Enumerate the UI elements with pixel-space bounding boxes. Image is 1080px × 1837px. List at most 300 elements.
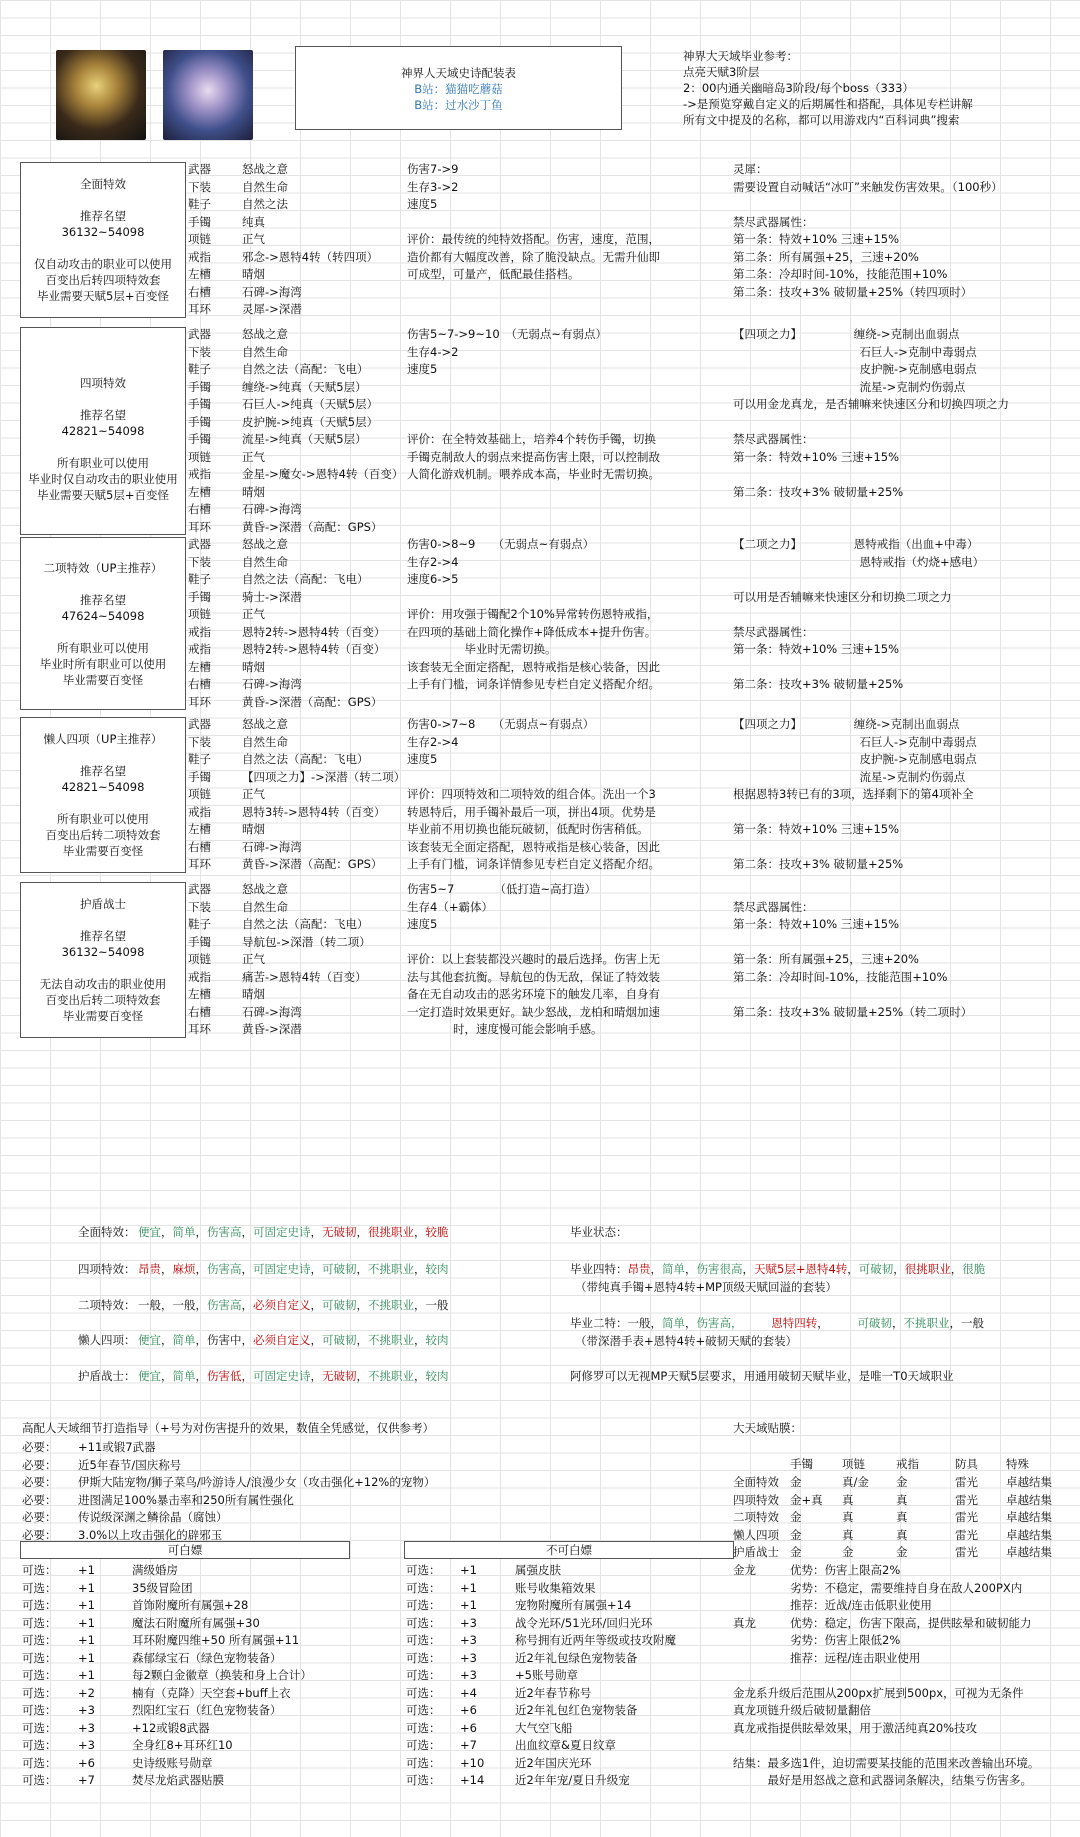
- opt-item: 森郁绿宝石（绿色宠物装备）: [132, 1650, 282, 1665]
- summary-tag: 必须自定义: [253, 1298, 311, 1312]
- info-line: 所有文中提及的名称，都可以用游戏内“百科词典”搜索: [683, 113, 960, 127]
- set-summary-line: 全面特效: [80, 176, 126, 191]
- opt-label: 可选：: [22, 1703, 57, 1717]
- opt-label: 可选：: [406, 1755, 441, 1770]
- opt-value: +1: [460, 1563, 477, 1577]
- set-summary-box: [20, 717, 186, 873]
- info-line: 2：00内通关幽暗岛3阶段/每个boss（333）: [683, 81, 914, 95]
- slot-label: 右槽: [188, 284, 211, 299]
- slot-label: 左槽: [188, 267, 211, 281]
- slot-label: 右槽: [188, 502, 211, 516]
- slot-label: 手镯: [188, 934, 211, 949]
- slot-item: 自然之法（高配：飞电）: [242, 917, 369, 931]
- slot-label: 下装: [188, 899, 211, 914]
- summary-tag: ，: [195, 1225, 207, 1239]
- slot-label: 右槽: [188, 839, 211, 854]
- slot-label: 手镯: [188, 432, 211, 446]
- opt-label: 可选：: [406, 1685, 441, 1700]
- summary-tag: 必须自定义: [253, 1333, 311, 1347]
- avatar-1: [56, 50, 146, 140]
- opt-value: +1: [78, 1668, 95, 1682]
- slot-label: 武器: [188, 327, 211, 341]
- slot-label: 鞋子: [188, 752, 211, 766]
- set-note: 需要设置自动喊话“冰叮”来触发伤害效果。（100秒）: [733, 179, 1003, 194]
- set-summary-line: 毕业需要百变怪: [62, 1008, 144, 1023]
- opt-item: 焚尽龙焰武器贴膜: [132, 1773, 224, 1787]
- summary-tag: 简单: [172, 1225, 196, 1239]
- summary-tag: ，: [310, 1333, 322, 1347]
- summary-tag: 伤害高: [207, 1262, 242, 1276]
- set-note: 第二条：技攻+3% 破韧量+25%: [733, 484, 904, 499]
- must-label: 必要：: [22, 1510, 57, 1524]
- summary-tag: 不挑职业: [368, 1262, 414, 1276]
- opt-value: +10: [460, 1755, 485, 1770]
- slot-item: 石巨人->纯真（天赋5层）: [242, 397, 379, 411]
- summary-tag: 可破韧: [857, 1316, 892, 1330]
- opt-value: +1: [460, 1580, 477, 1595]
- slot-item: 正气: [242, 952, 265, 966]
- set-summary-line: 仅自动攻击的职业可以使用: [34, 256, 172, 271]
- opt-item: 楠有（克降）天空套+buff上衣: [132, 1685, 291, 1700]
- set-summary-line: 毕业时所有职业可以使用: [39, 656, 167, 671]
- opt-item: 账号收集箱效果: [515, 1580, 596, 1595]
- slot-label: 左槽: [188, 987, 211, 1001]
- slot-label: 手镯: [188, 589, 211, 604]
- slot-label: 武器: [188, 537, 211, 551]
- slot-item: 恩特3转->恩特4转（百变）: [242, 804, 386, 819]
- slot-label: 鞋子: [188, 197, 211, 211]
- must-item: 传说级深渊之鳞徐晶（腐蚀）: [78, 1510, 228, 1524]
- summary-tag: 简单: [662, 1262, 685, 1276]
- summary-tag: 伤害中: [207, 1333, 242, 1347]
- set-summary-line: [21, 960, 185, 976]
- slot-item: 自然生命: [242, 554, 288, 569]
- set-summary-line: 推荐名望: [80, 592, 126, 607]
- slot-label: 左槽: [188, 822, 211, 836]
- set-note: 第一条：特效+10% 三速+15%: [733, 822, 900, 836]
- summary-tag: 不挑职业: [903, 1316, 950, 1330]
- slot-label: 耳环: [188, 694, 211, 709]
- summary-tag: 伤害低: [207, 1369, 242, 1383]
- film-cell: 真: [896, 1492, 908, 1507]
- free-header: 可白嫖: [20, 1541, 350, 1559]
- summary-tag: 无破韧: [322, 1369, 357, 1383]
- opt-label: 可选：: [406, 1668, 441, 1682]
- summary-tag: 较肉: [425, 1333, 449, 1347]
- set-note: 流星->克制灼伤弱点: [733, 769, 966, 784]
- summary-tag: ，: [356, 1369, 368, 1383]
- opt-value: +1: [78, 1615, 95, 1630]
- opt-label: 可选：: [406, 1598, 441, 1612]
- set-eval: 法与其他套抗衡。导航包的伪无敌，保证了特效装: [407, 969, 660, 984]
- set-summary-line: 47624~54098: [61, 608, 145, 623]
- slot-label: 手镯: [188, 769, 211, 784]
- grad-four-tags: [570, 1261, 985, 1277]
- set-summary-line: 42821~54098: [61, 779, 145, 794]
- slot-item: 黄昏->深潜（高配：GPS）: [242, 519, 383, 534]
- film-row-name: 护盾战士: [733, 1545, 779, 1559]
- film-row-name: 懒人四项: [733, 1527, 779, 1542]
- slot-label: 手镯: [188, 214, 211, 229]
- set-summary-line: 36132~54098: [61, 224, 145, 239]
- summary-tag: 较脆: [425, 1225, 449, 1239]
- summary-tag: ，: [241, 1369, 253, 1383]
- set-summary-line: [21, 747, 185, 763]
- slot-item: 怒战之意: [242, 882, 288, 896]
- set-summary-box: [20, 882, 186, 1038]
- set-eval: 造价都有大幅度改善，除了脆没缺点。无需升仙即: [407, 249, 660, 264]
- set-summary-line: [21, 240, 185, 256]
- summary-tag: 一般: [627, 1316, 651, 1330]
- summary-tag: ，: [310, 1298, 322, 1312]
- slot-item: 自然之法（高配：飞电）: [242, 752, 369, 766]
- set-note: 第二条：技攻+3% 破韧量+25%（转四项时）: [733, 284, 973, 299]
- film-head: 特殊: [1006, 1457, 1029, 1471]
- summary-tags: [138, 1297, 449, 1313]
- dragon-note: 真龙戒指提供眩晕效果，用于激活纯真20%技攻: [733, 1720, 978, 1735]
- title-box: [295, 46, 622, 130]
- summary-tag: 便宜: [138, 1333, 161, 1347]
- set-stat: 生存4->2: [407, 344, 459, 359]
- dragon-note: 推荐：远程/连击职业使用: [790, 1650, 921, 1665]
- opt-value: +7: [78, 1773, 95, 1787]
- summary-tag: ，: [414, 1369, 426, 1383]
- summary-tag: 毕业二特：: [570, 1316, 628, 1330]
- summary-tag: 可固定史诗: [253, 1369, 311, 1383]
- set-summary-line: 无法自动攻击的职业使用: [39, 976, 167, 991]
- summary-tag: ，: [950, 1262, 963, 1276]
- opt-label: 可选：: [22, 1598, 57, 1612]
- opt-value: +1: [78, 1650, 95, 1665]
- summary-tag: 很脆: [962, 1262, 986, 1276]
- set-note: 第二条：冷却时间-10%，技能范围+10%: [733, 969, 948, 984]
- opt-item: 宠物附魔所有属强+14: [515, 1598, 632, 1612]
- slot-item: 正气: [242, 449, 265, 464]
- set-note: 可以用是否辅嘛来快速区分和切换二项之力: [733, 589, 952, 604]
- set-stat: 伤害5~7 （低打造~高打造）: [407, 882, 597, 896]
- set-note: 石巨人->克制中毒弱点: [733, 344, 977, 359]
- set-note: 第二条：技攻+3% 破韧量+25%: [733, 857, 904, 871]
- slot-item: 自然之法（高配：飞电）: [242, 572, 369, 586]
- slot-item: 晴烟: [242, 822, 265, 836]
- slot-item: 晴烟: [242, 484, 265, 499]
- opt-label: 可选：: [22, 1668, 57, 1682]
- set-summary-line: [21, 439, 185, 455]
- set-summary-line: 懒人四项（UP主推荐）: [43, 731, 163, 746]
- dragon-note: 真龙项链升级后破韧量翻倍: [733, 1703, 871, 1717]
- slot-item: 导航包->深潜（转二项）: [242, 934, 371, 949]
- film-cell: 卓越结集: [1006, 1510, 1052, 1524]
- slot-item: 怒战之意: [242, 162, 288, 176]
- summary-tag: ，: [356, 1298, 368, 1312]
- slot-label: 戒指: [188, 467, 211, 481]
- slot-item: 恩特2转->恩特4转（百变）: [242, 642, 386, 656]
- slot-item: 纯真: [242, 214, 265, 229]
- slot-label: 下装: [188, 734, 211, 749]
- film-cell: 金: [896, 1475, 908, 1489]
- summary-tag: 很挑职业: [368, 1225, 414, 1239]
- opt-item: 史诗级账号勋章: [132, 1755, 213, 1770]
- slot-item: 石碑->海湾: [242, 677, 302, 691]
- summary-tag: ，: [414, 1262, 426, 1276]
- set-summary-line: 推荐名望: [80, 208, 126, 223]
- set-eval: 评价：在全特效基础上，培养4个转伤手镯，切换: [407, 432, 656, 446]
- opt-item: 烈阳红宝石（红色宠物装备）: [132, 1703, 282, 1717]
- set-summary-line: 护盾战士: [80, 896, 126, 911]
- dragon-note: 优势：伤害上限高2%: [790, 1563, 901, 1577]
- slot-item: 怒战之意: [242, 537, 288, 551]
- summary-tag: 麻烦: [172, 1262, 196, 1276]
- opt-value: +1: [460, 1598, 477, 1612]
- set-summary-line: [21, 391, 185, 407]
- slot-item: 正气: [242, 787, 265, 801]
- summary-tag: ，: [195, 1369, 207, 1383]
- slot-label: 耳环: [188, 302, 211, 316]
- set-summary-line: 毕业需要百变怪: [62, 672, 144, 687]
- opt-value: +3: [78, 1720, 95, 1735]
- film-cell: 金: [896, 1545, 908, 1559]
- slot-label: 项链: [188, 952, 211, 966]
- set-eval: 该套装无全面定搭配，恩特戒指是核心装备，因此: [407, 839, 660, 854]
- opt-value: +3: [460, 1668, 477, 1682]
- set-summary-box: [20, 537, 186, 710]
- set-stat: 速度5: [407, 752, 438, 766]
- set-eval: 评价：四项特效和二项特效的组合体。洗出一个3: [407, 787, 656, 801]
- slot-label: 手镯: [188, 397, 211, 411]
- grad-two-note: （带深潜手表+恩特4转+破韧天赋的套装）: [575, 1334, 798, 1348]
- film-cell: 雷光: [955, 1492, 978, 1507]
- bilibili-link-1[interactable]: B站：猫猫吃蘑菇: [414, 82, 503, 96]
- summary-tag: ，: [817, 1316, 858, 1330]
- summary-tag: 可破韧: [858, 1262, 894, 1276]
- set-note: 第二条：冷却时间-10%，技能范围+10%: [733, 267, 948, 281]
- summary-tag: ，: [847, 1262, 859, 1276]
- set-summary-line: [21, 912, 185, 928]
- summary-tags: [138, 1261, 449, 1277]
- summary-tag: ，: [161, 1262, 173, 1276]
- summary-tag: 不挑职业: [368, 1333, 414, 1347]
- set-eval: 评价：最传统的纯特效搭配。伤害，速度，范围，: [407, 232, 660, 246]
- opt-value: +14: [460, 1773, 485, 1787]
- summary-tag: ，: [310, 1262, 322, 1276]
- set-eval: 人简化游戏机制。喂养成本高，毕业时无需切换。: [407, 467, 660, 481]
- set-stat: 生存2->4: [407, 554, 459, 569]
- slot-item: 晴烟: [242, 659, 265, 674]
- set-eval: 毕业前不用切换也能玩破韧，低配时伤害稍低。: [407, 822, 649, 836]
- summary-tag: 一般: [961, 1316, 984, 1330]
- opt-value: +1: [78, 1598, 95, 1612]
- set-summary-line: 推荐名望: [80, 408, 126, 422]
- opt-value: +7: [460, 1738, 477, 1752]
- set-summary-line: 所有职业可以使用: [57, 811, 149, 826]
- set-stat: 速度5: [407, 197, 438, 211]
- summary-tag: 简单: [172, 1369, 196, 1383]
- set-note: 第一条：特效+10% 三速+15%: [733, 232, 900, 246]
- opt-value: +3: [460, 1615, 477, 1630]
- must-label: 必要：: [22, 1440, 57, 1454]
- summary-tag: ，: [949, 1316, 961, 1330]
- opt-label: 可选：: [406, 1720, 441, 1735]
- slot-item: 流星->纯真（天赋5层）: [242, 432, 367, 446]
- slot-item: 正气: [242, 232, 265, 246]
- summary-tag: ，: [161, 1225, 173, 1239]
- slot-item: 晴烟: [242, 987, 265, 1001]
- set-eval: 在四项的基础上简化操作+降低成本+提升伤害。: [407, 624, 657, 639]
- summary-tag: ，: [650, 1262, 662, 1276]
- opt-value: +1: [78, 1580, 95, 1595]
- slot-item: 骑士->深潜: [242, 589, 302, 604]
- opt-item: 首饰附魔所有属强+28: [132, 1598, 249, 1612]
- summary-tag: ，: [893, 1262, 905, 1276]
- slot-item: 自然生命: [242, 734, 288, 749]
- summary-tag: 昂贵: [138, 1262, 161, 1276]
- summary-tags: [138, 1368, 449, 1384]
- dragon-note: 劣势：伤害上限低2%: [790, 1633, 901, 1647]
- opt-item: 满级婚房: [132, 1563, 178, 1577]
- slot-item: 自然生命: [242, 899, 288, 914]
- summary-tag: 便宜: [138, 1225, 161, 1239]
- set-summary-line: 毕业时仅自动攻击的职业使用: [28, 472, 178, 486]
- set-note: 第一条：特效+10% 三速+15%: [733, 449, 900, 464]
- set-summary-line: [21, 576, 185, 592]
- summary-tag: 不挑职业: [368, 1369, 414, 1383]
- slot-label: 下装: [188, 554, 211, 569]
- slot-label: 耳环: [188, 519, 211, 534]
- set-eval: 评价：以上套装都没兴趣时的最后选择。伤害上无: [407, 952, 660, 966]
- summary-tag: ，: [685, 1316, 697, 1330]
- slot-label: 戒指: [188, 804, 211, 819]
- slot-item: 怒战之意: [242, 717, 288, 731]
- film-title: 大天域贴膜：: [733, 1421, 802, 1435]
- opt-label: 可选：: [406, 1650, 441, 1665]
- slot-item: 【四项之力】->深潜（转二项）: [242, 769, 406, 784]
- film-cell: 雷光: [955, 1545, 978, 1559]
- slot-item: 石碑->海湾: [242, 502, 302, 516]
- set-summary-line: [21, 192, 185, 208]
- slot-label: 鞋子: [188, 362, 211, 376]
- opt-label: 可选：: [406, 1773, 441, 1787]
- opt-value: +3: [78, 1738, 95, 1752]
- opt-label: 可选：: [22, 1563, 57, 1577]
- opt-label: 可选：: [22, 1720, 57, 1735]
- summary-tag: 恩特四转: [771, 1316, 818, 1330]
- set-stat: 速度5: [407, 362, 438, 376]
- set-note: 禁尽武器属性：: [733, 899, 814, 914]
- set-note: 第二条：所有属强+25，三速+20%: [733, 249, 919, 264]
- must-label: 必要：: [22, 1457, 57, 1472]
- set-stat: 速度5: [407, 917, 438, 931]
- opt-value: +3: [460, 1633, 477, 1647]
- slot-label: 耳环: [188, 1022, 211, 1036]
- summary-tag: 一般: [425, 1298, 449, 1312]
- summary-tag: ，: [161, 1369, 173, 1383]
- set-eval: 转恩特后，用手镯补最后一项，拼出4项。优势是: [407, 804, 656, 819]
- set-summary-line: 二项特效（UP主推荐）: [43, 560, 163, 575]
- opt-item: 战令光环/51光环/回归光环: [515, 1615, 653, 1630]
- film-cell: 真: [896, 1510, 908, 1524]
- opt-label: 可选：: [22, 1580, 57, 1595]
- summary-tag: ，: [195, 1333, 207, 1347]
- dragon-note: 最好是用怒战之意和武器词条解决，结集亏伤害多。: [733, 1773, 1032, 1787]
- set-summary-box: [20, 327, 186, 535]
- summary-tag: 不挑职业: [368, 1298, 414, 1312]
- opt-item: 耳环附魔四维+50 所有属强+11: [132, 1633, 300, 1647]
- film-cell: 真: [842, 1510, 854, 1524]
- film-cell: 真: [896, 1527, 908, 1542]
- summary-tag: ，: [241, 1333, 253, 1347]
- set-note: 【二项之力】 恩特戒指（出血+中毒）: [733, 537, 979, 551]
- slot-label: 戒指: [188, 969, 211, 984]
- set-summary-line: 百变出后转四项特效套: [45, 272, 161, 287]
- set-note: 第二条：技攻+3% 破韧量+25%（转二项时）: [733, 1004, 973, 1019]
- film-cell: 金: [790, 1545, 802, 1559]
- set-summary-line: [21, 359, 185, 375]
- film-cell: 金: [842, 1545, 854, 1559]
- opt-item: +12或锻8武器: [132, 1720, 210, 1735]
- opt-value: +1: [78, 1563, 95, 1577]
- film-cell: 雷光: [955, 1510, 978, 1524]
- bilibili-link-2[interactable]: B站：过水沙丁鱼: [414, 98, 503, 112]
- film-cell: 真: [842, 1527, 854, 1542]
- set-note: 【四项之力】 缠绕->克制出血弱点: [733, 327, 960, 341]
- opt-item: 出血纹章&夏日纹章: [515, 1738, 616, 1752]
- opt-item: 全身红8+耳环红10: [132, 1738, 233, 1752]
- summary-tag: ，: [414, 1298, 426, 1312]
- set-stat: 生存4（+霸体）: [407, 899, 493, 914]
- slot-label: 鞋子: [188, 917, 211, 931]
- summary-tag: ，: [195, 1298, 207, 1312]
- summary-tag: 伤害很高: [696, 1262, 743, 1276]
- opt-item: 近2年国庆光环: [515, 1755, 592, 1770]
- set-summary-line: 所有职业可以使用: [57, 456, 149, 470]
- set-summary-line: 42821~54098: [61, 424, 145, 438]
- slot-label: 戒指: [188, 624, 211, 639]
- summary-tag: 毕业四特：: [570, 1262, 628, 1276]
- summary-tag: ，: [241, 1225, 253, 1239]
- asura-note: 阿修罗可以无视MP天赋5层要求，用通用破韧天赋毕业，是唯一T0天域职业: [570, 1369, 954, 1383]
- summary-tag: 昂贵: [627, 1262, 651, 1276]
- info-line: 神界大天域毕业参考：: [683, 49, 798, 63]
- summary-tag: 一般: [172, 1298, 196, 1312]
- set-summary-box: [20, 162, 186, 318]
- opt-label: 可选：: [22, 1755, 57, 1770]
- opt-value: +6: [460, 1720, 477, 1735]
- slot-item: 正气: [242, 607, 265, 621]
- summary-tag: 可破韧: [322, 1298, 357, 1312]
- set-summary-line: 毕业需要天赋5层+百变怪: [37, 288, 169, 303]
- set-summary-line: 推荐名望: [80, 928, 126, 943]
- slot-item: 黄昏->深潜（高配：GPS）: [242, 694, 383, 709]
- film-cell: 卓越结集: [1006, 1545, 1052, 1559]
- guide-title: 高配人天域细节打造指导（+号为对伤害提升的效果，数值全凭感觉，仅供参考）: [22, 1421, 435, 1435]
- dragon-note: 推荐：近战/连击低职业使用: [790, 1598, 932, 1612]
- slot-label: 戒指: [188, 642, 211, 656]
- set-note: 石巨人->克制中毒弱点: [733, 734, 977, 749]
- slot-label: 项链: [188, 787, 211, 801]
- set-eval: 毕业时无需切换。: [407, 642, 557, 656]
- slot-label: 手镯: [188, 414, 211, 429]
- summary-tag: ，: [356, 1225, 368, 1239]
- must-item: 3.0%以上攻击强化的辟邪玉: [78, 1527, 223, 1542]
- opt-label: 可选：: [406, 1738, 441, 1752]
- opt-item: 属强皮肤: [515, 1563, 561, 1577]
- summary-tag: 无破韧: [322, 1225, 357, 1239]
- summary-tag: 可破韧: [322, 1262, 357, 1276]
- slot-item: 黄昏->深潜（高配：GPS）: [242, 857, 383, 871]
- summary-label: 全面特效：: [78, 1225, 136, 1239]
- info-line: ->是预览穿戴自定义的后期属性和搭配，具体见专栏讲解: [683, 97, 973, 111]
- summary-tag: 伤害高: [207, 1298, 242, 1312]
